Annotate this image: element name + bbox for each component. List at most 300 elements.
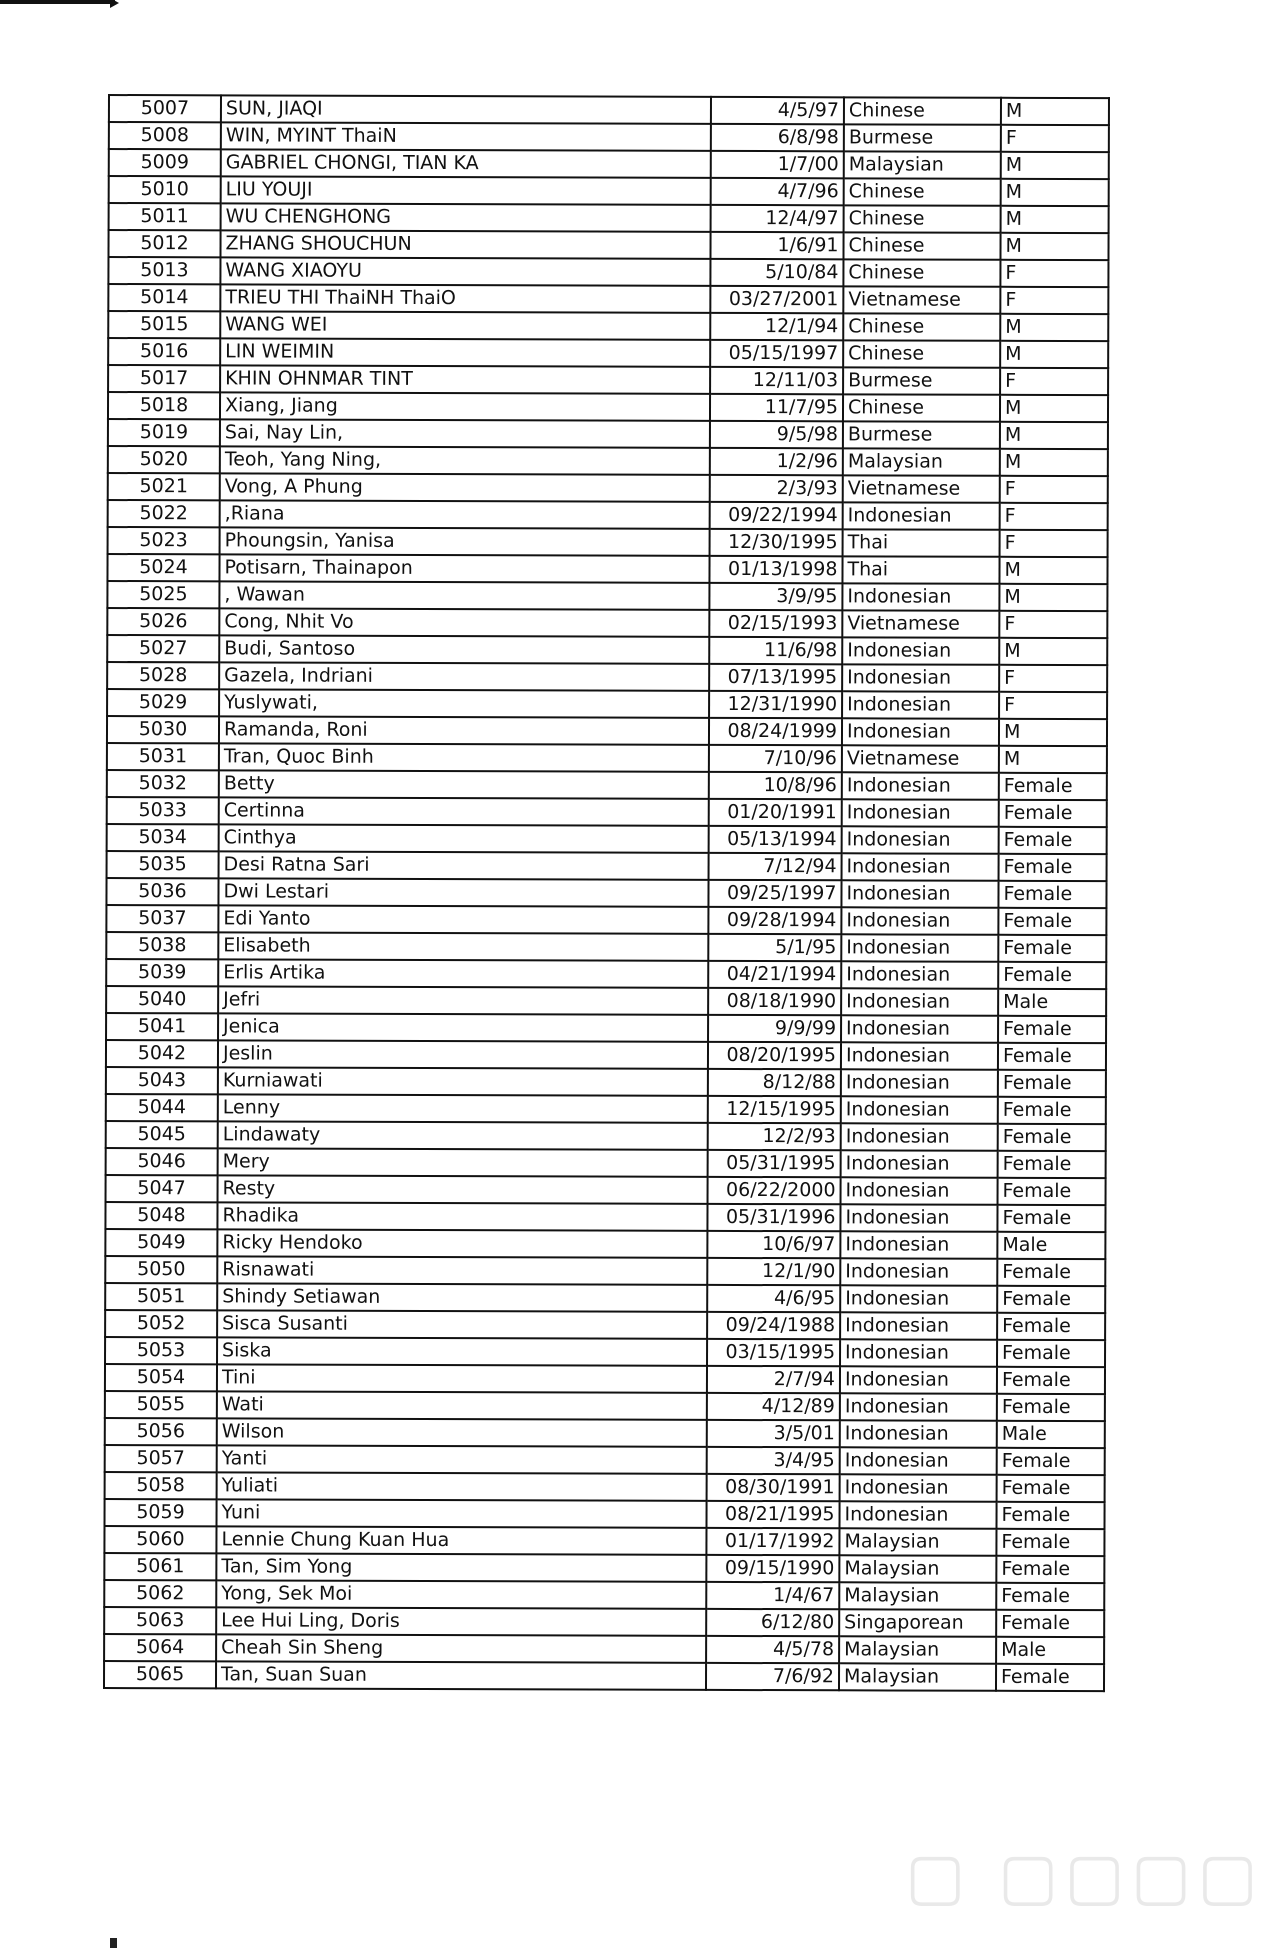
date-of-birth-cell: 2/7/94 xyxy=(707,1366,840,1393)
gender-cell: Male xyxy=(998,989,1106,1016)
table-row xyxy=(104,1634,1104,1664)
date-of-birth-cell: 3/4/95 xyxy=(707,1447,840,1474)
name-cell: Teoh, Yang Ning, xyxy=(220,446,710,475)
gender-cell: Female xyxy=(999,827,1107,854)
gender-cell: F xyxy=(1000,503,1108,530)
name-cell: Rhadika xyxy=(217,1202,707,1231)
name-cell: WANG WEI xyxy=(220,311,710,340)
gender-cell: Female xyxy=(999,800,1107,827)
name-cell: Edi Yanto xyxy=(218,905,708,934)
record-id-cell: 5040 xyxy=(106,986,218,1013)
nationality-cell: Indonesian xyxy=(840,1474,997,1501)
date-of-birth-cell: 5/1/95 xyxy=(708,934,841,961)
table-row xyxy=(106,1067,1106,1097)
table-row xyxy=(109,203,1109,233)
date-of-birth-cell: 7/6/92 xyxy=(706,1663,839,1690)
table-row xyxy=(107,824,1107,854)
name-cell: Kurniawati xyxy=(218,1067,708,1096)
record-id-cell: 5031 xyxy=(107,743,219,770)
nationality-cell: Chinese xyxy=(844,178,1001,205)
nationality-cell: Indonesian xyxy=(841,1123,998,1150)
nationality-cell: Indonesian xyxy=(842,637,999,664)
table-row xyxy=(105,1472,1105,1502)
name-cell: ZHANG SHOUCHUN xyxy=(220,230,710,259)
name-cell: ,Riana xyxy=(220,500,710,529)
name-cell: Yuliati xyxy=(217,1472,707,1501)
date-of-birth-cell: 4/5/78 xyxy=(706,1636,839,1663)
date-of-birth-cell: 11/6/98 xyxy=(709,637,842,664)
table-row xyxy=(106,1175,1106,1205)
record-id-cell: 5036 xyxy=(106,878,218,905)
table-row xyxy=(106,1013,1106,1043)
name-cell: WANG XIAOYU xyxy=(220,257,710,286)
record-id-cell: 5024 xyxy=(107,554,219,581)
record-id-cell: 5049 xyxy=(105,1229,217,1256)
record-id-cell: 5060 xyxy=(104,1526,216,1553)
date-of-birth-cell: 03/27/2001 xyxy=(710,286,843,313)
table-row xyxy=(106,959,1106,989)
nationality-cell: Indonesian xyxy=(842,799,999,826)
date-of-birth-cell: 08/20/1995 xyxy=(708,1042,841,1069)
table-row xyxy=(105,1310,1105,1340)
date-of-birth-cell: 06/22/2000 xyxy=(708,1177,841,1204)
record-id-cell: 5064 xyxy=(104,1634,216,1661)
name-cell: Jenica xyxy=(218,1013,708,1042)
nationality-cell: Burmese xyxy=(843,367,1000,394)
nationality-cell: Indonesian xyxy=(840,1339,997,1366)
name-cell: Risnawati xyxy=(217,1256,707,1285)
date-of-birth-cell: 09/25/1997 xyxy=(708,880,841,907)
date-of-birth-cell: 10/6/97 xyxy=(707,1231,840,1258)
table-row xyxy=(107,716,1107,746)
record-id-cell: 5057 xyxy=(105,1445,217,1472)
gender-cell: Female xyxy=(996,1583,1104,1610)
name-cell: Sisca Susanti xyxy=(217,1310,707,1339)
nationality-cell: Indonesian xyxy=(841,1015,998,1042)
gender-cell: Female xyxy=(997,1313,1105,1340)
nationality-cell: Indonesian xyxy=(841,988,998,1015)
gender-cell: Female xyxy=(998,1043,1106,1070)
nationality-cell: Chinese xyxy=(843,394,1000,421)
gender-cell: Female xyxy=(997,1394,1105,1421)
record-id-cell: 5011 xyxy=(109,203,221,230)
gender-cell: F xyxy=(1000,476,1108,503)
gender-cell: F xyxy=(999,665,1107,692)
table-row xyxy=(109,122,1109,152)
nationality-cell: Indonesian xyxy=(840,1447,997,1474)
nationality-cell: Malaysian xyxy=(839,1528,996,1555)
gender-cell: Female xyxy=(997,1259,1105,1286)
name-cell: TRIEU THI ThaiNH ThaiO xyxy=(220,284,710,313)
roster-table xyxy=(103,94,1110,1692)
gender-cell: M xyxy=(1000,422,1108,449)
name-cell: Lee Hui Ling, Doris xyxy=(216,1607,706,1636)
record-id-cell: 5062 xyxy=(104,1580,216,1607)
record-id-cell: 5009 xyxy=(109,149,221,176)
gender-cell: Female xyxy=(998,935,1106,962)
date-of-birth-cell: 09/15/1990 xyxy=(706,1555,839,1582)
name-cell: Tini xyxy=(217,1364,707,1393)
name-cell: Resty xyxy=(218,1175,708,1204)
name-cell: Yanti xyxy=(217,1445,707,1474)
record-id-cell: 5061 xyxy=(104,1553,216,1580)
gender-cell: Male xyxy=(997,1232,1105,1259)
nationality-cell: Malaysian xyxy=(839,1555,996,1582)
record-id-cell: 5051 xyxy=(105,1283,217,1310)
record-id-cell: 5045 xyxy=(106,1121,218,1148)
gender-cell: Female xyxy=(998,962,1106,989)
name-cell: Cinthya xyxy=(219,824,709,853)
gender-cell: M xyxy=(1000,395,1108,422)
date-of-birth-cell: 01/13/1998 xyxy=(709,556,842,583)
nationality-cell: Indonesian xyxy=(841,1150,998,1177)
date-of-birth-cell: 6/8/98 xyxy=(711,124,844,151)
table-row xyxy=(104,1526,1104,1556)
record-id-cell: 5039 xyxy=(106,959,218,986)
nationality-cell: Indonesian xyxy=(842,853,999,880)
date-of-birth-cell: 09/24/1988 xyxy=(707,1312,840,1339)
nationality-cell: Malaysian xyxy=(839,1663,996,1690)
gender-cell: Female xyxy=(998,1097,1106,1124)
table-row xyxy=(107,851,1107,881)
date-of-birth-cell: 11/7/95 xyxy=(710,394,843,421)
table-row xyxy=(106,1121,1106,1151)
name-cell: Certinna xyxy=(219,797,709,826)
record-id-cell: 5008 xyxy=(109,122,221,149)
nationality-cell: Indonesian xyxy=(840,1393,997,1420)
date-of-birth-cell: 8/12/88 xyxy=(708,1069,841,1096)
date-of-birth-cell: 3/5/01 xyxy=(707,1420,840,1447)
name-cell: Jeslin xyxy=(218,1040,708,1069)
name-cell: Elisabeth xyxy=(218,932,708,961)
nationality-cell: Singaporean xyxy=(839,1609,996,1636)
table-row xyxy=(104,1580,1104,1610)
name-cell: Siska xyxy=(217,1337,707,1366)
table-row xyxy=(108,446,1108,476)
gender-cell: Female xyxy=(997,1448,1105,1475)
date-of-birth-cell: 4/5/97 xyxy=(711,97,844,124)
name-cell: Wati xyxy=(217,1391,707,1420)
nationality-cell: Indonesian xyxy=(841,907,998,934)
table-row xyxy=(108,473,1108,503)
record-id-cell: 5027 xyxy=(107,635,219,662)
nationality-cell: Indonesian xyxy=(841,1042,998,1069)
table-row xyxy=(105,1202,1105,1232)
table-row xyxy=(107,662,1107,692)
table-row xyxy=(108,230,1108,260)
gender-cell: F xyxy=(999,611,1107,638)
table-row xyxy=(107,797,1107,827)
date-of-birth-cell: 05/31/1996 xyxy=(707,1204,840,1231)
nationality-cell: Chinese xyxy=(844,205,1001,232)
date-of-birth-cell: 1/2/96 xyxy=(710,448,843,475)
nationality-cell: Chinese xyxy=(843,259,1000,286)
name-cell: Jefri xyxy=(218,986,708,1015)
date-of-birth-cell: 2/3/93 xyxy=(710,475,843,502)
name-cell: WIN, MYINT ThaiN xyxy=(221,122,711,151)
date-of-birth-cell: 12/11/03 xyxy=(710,367,843,394)
nationality-cell: Burmese xyxy=(844,124,1001,151)
nationality-cell: Burmese xyxy=(843,421,1000,448)
record-id-cell: 5013 xyxy=(108,257,220,284)
table-row xyxy=(106,986,1106,1016)
nationality-cell: Indonesian xyxy=(840,1312,997,1339)
nationality-cell: Indonesian xyxy=(842,583,999,610)
name-cell: Cheah Sin Sheng xyxy=(216,1634,706,1663)
table-row xyxy=(108,527,1108,557)
record-id-cell: 5007 xyxy=(109,95,221,122)
name-cell: Cong, Nhit Vo xyxy=(219,608,709,637)
nationality-cell: Chinese xyxy=(843,232,1000,259)
record-id-cell: 5025 xyxy=(107,581,219,608)
record-id-cell: 5052 xyxy=(105,1310,217,1337)
name-cell: Mery xyxy=(218,1148,708,1177)
record-id-cell: 5022 xyxy=(108,500,220,527)
name-cell: Yuni xyxy=(217,1499,707,1528)
nationality-cell: Indonesian xyxy=(840,1231,997,1258)
nationality-cell: Vietnamese xyxy=(842,745,999,772)
table-row xyxy=(108,338,1108,368)
gender-cell: Female xyxy=(996,1502,1104,1529)
nationality-cell: Malaysian xyxy=(844,151,1001,178)
name-cell: Tan, Sim Yong xyxy=(216,1553,706,1582)
nationality-cell: Indonesian xyxy=(841,1069,998,1096)
name-cell: Tran, Quoc Binh xyxy=(219,743,709,772)
date-of-birth-cell: 9/9/99 xyxy=(708,1015,841,1042)
nationality-cell: Malaysian xyxy=(843,448,1000,475)
nationality-cell: Indonesian xyxy=(842,664,999,691)
gender-cell: Female xyxy=(998,1070,1106,1097)
record-id-cell: 5054 xyxy=(105,1364,217,1391)
record-id-cell: 5033 xyxy=(107,797,219,824)
table-row xyxy=(105,1256,1105,1286)
name-cell: Xiang, Jiang xyxy=(220,392,710,421)
record-id-cell: 5047 xyxy=(106,1175,218,1202)
record-id-cell: 5053 xyxy=(105,1337,217,1364)
record-id-cell: 5046 xyxy=(106,1148,218,1175)
nationality-cell: Indonesian xyxy=(842,772,999,799)
table-row xyxy=(106,905,1106,935)
date-of-birth-cell: 07/13/1995 xyxy=(709,664,842,691)
table-row xyxy=(105,1229,1105,1259)
gender-cell: Female xyxy=(996,1610,1104,1637)
record-id-cell: 5026 xyxy=(107,608,219,635)
date-of-birth-cell: 4/7/96 xyxy=(711,178,844,205)
table-row xyxy=(107,581,1107,611)
table-row xyxy=(108,365,1108,395)
name-cell: Lindawaty xyxy=(218,1121,708,1150)
record-id-cell: 5012 xyxy=(108,230,220,257)
record-id-cell: 5019 xyxy=(108,419,220,446)
date-of-birth-cell: 6/12/80 xyxy=(706,1609,839,1636)
gender-cell: Female xyxy=(996,1664,1104,1691)
table-row xyxy=(108,311,1108,341)
record-id-cell: 5055 xyxy=(105,1391,217,1418)
name-cell: Lennie Chung Kuan Hua xyxy=(216,1526,706,1555)
nationality-cell: Indonesian xyxy=(841,1096,998,1123)
nationality-cell: Indonesian xyxy=(840,1285,997,1312)
record-id-cell: 5028 xyxy=(107,662,219,689)
record-id-cell: 5063 xyxy=(104,1607,216,1634)
table-row xyxy=(107,743,1107,773)
nationality-cell: Indonesian xyxy=(840,1366,997,1393)
table-row xyxy=(106,878,1106,908)
nationality-cell: Indonesian xyxy=(840,1420,997,1447)
table-row xyxy=(107,689,1107,719)
date-of-birth-cell: 05/15/1997 xyxy=(710,340,843,367)
gender-cell: M xyxy=(1000,449,1108,476)
date-of-birth-cell: 05/13/1994 xyxy=(709,826,842,853)
table-row xyxy=(106,1148,1106,1178)
date-of-birth-cell: 12/31/1990 xyxy=(709,691,842,718)
gender-cell: M xyxy=(1000,341,1108,368)
record-id-cell: 5030 xyxy=(107,716,219,743)
gender-cell: Female xyxy=(997,1340,1105,1367)
nationality-cell: Thai xyxy=(842,556,999,583)
name-cell: Dwi Lestari xyxy=(218,878,708,907)
table-row xyxy=(109,95,1109,125)
name-cell: , Wawan xyxy=(219,581,709,610)
name-cell: Phoungsin, Yanisa xyxy=(220,527,710,556)
nationality-cell: Indonesian xyxy=(840,1204,997,1231)
gender-cell: Female xyxy=(999,854,1107,881)
table-row xyxy=(108,392,1108,422)
table-row xyxy=(105,1445,1105,1475)
name-cell: Wilson xyxy=(217,1418,707,1447)
date-of-birth-cell: 4/6/95 xyxy=(707,1285,840,1312)
table-row xyxy=(107,608,1107,638)
table-row xyxy=(106,1040,1106,1070)
date-of-birth-cell: 08/30/1991 xyxy=(707,1474,840,1501)
date-of-birth-cell: 05/31/1995 xyxy=(708,1150,841,1177)
name-cell: Lenny xyxy=(218,1094,708,1123)
record-id-cell: 5020 xyxy=(108,446,220,473)
gender-cell: M xyxy=(999,746,1107,773)
gender-cell: M xyxy=(999,719,1107,746)
roster-body xyxy=(104,95,1109,1691)
record-id-cell: 5018 xyxy=(108,392,220,419)
nationality-cell: Chinese xyxy=(844,97,1001,124)
record-id-cell: 5065 xyxy=(104,1661,216,1688)
name-cell: Vong, A Phung xyxy=(220,473,710,502)
name-cell: GABRIEL CHONGI, TIAN KA xyxy=(221,149,711,178)
gender-cell: Female xyxy=(997,1475,1105,1502)
table-row xyxy=(108,257,1108,287)
nationality-cell: Vietnamese xyxy=(842,610,999,637)
table-row xyxy=(104,1661,1104,1691)
gender-cell: Female xyxy=(998,1124,1106,1151)
name-cell: Ricky Hendoko xyxy=(217,1229,707,1258)
gender-cell: Female xyxy=(998,908,1106,935)
name-cell: Ramanda, Roni xyxy=(219,716,709,745)
gender-cell: Female xyxy=(997,1286,1105,1313)
record-id-cell: 5032 xyxy=(107,770,219,797)
record-id-cell: 5044 xyxy=(106,1094,218,1121)
record-id-cell: 5048 xyxy=(105,1202,217,1229)
gender-cell: Female xyxy=(997,1367,1105,1394)
record-id-cell: 5014 xyxy=(108,284,220,311)
record-id-cell: 5029 xyxy=(107,689,219,716)
name-cell: WU CHENGHONG xyxy=(221,203,711,232)
date-of-birth-cell: 12/2/93 xyxy=(708,1123,841,1150)
name-cell: LIU YOUJI xyxy=(221,176,711,205)
date-of-birth-cell: 08/18/1990 xyxy=(708,988,841,1015)
date-of-birth-cell: 5/10/84 xyxy=(710,259,843,286)
date-of-birth-cell: 3/9/95 xyxy=(709,583,842,610)
name-cell: LIN WEIMIN xyxy=(220,338,710,367)
record-id-cell: 5015 xyxy=(108,311,220,338)
record-id-cell: 5035 xyxy=(107,851,219,878)
gender-cell: F xyxy=(1000,368,1108,395)
record-id-cell: 5041 xyxy=(106,1013,218,1040)
name-cell: Potisarn, Thainapon xyxy=(219,554,709,583)
table-row xyxy=(108,284,1108,314)
nationality-cell: Indonesian xyxy=(839,1501,996,1528)
nationality-cell: Indonesian xyxy=(842,718,999,745)
table-row xyxy=(104,1553,1104,1583)
name-cell: SUN, JIAQI xyxy=(221,95,711,124)
name-cell: Sai, Nay Lin, xyxy=(220,419,710,448)
record-id-cell: 5043 xyxy=(106,1067,218,1094)
date-of-birth-cell: 08/24/1999 xyxy=(709,718,842,745)
gender-cell: M xyxy=(1000,233,1108,260)
table-row xyxy=(105,1499,1105,1529)
name-cell: Tan, Suan Suan xyxy=(216,1661,706,1690)
date-of-birth-cell: 09/22/1994 xyxy=(710,502,843,529)
date-of-birth-cell: 04/21/1994 xyxy=(708,961,841,988)
name-cell: Desi Ratna Sari xyxy=(219,851,709,880)
date-of-birth-cell: 08/21/1995 xyxy=(706,1501,839,1528)
record-id-cell: 5059 xyxy=(105,1499,217,1526)
gender-cell: M xyxy=(1001,179,1109,206)
nationality-cell: Vietnamese xyxy=(843,475,1000,502)
nationality-cell: Malaysian xyxy=(839,1636,996,1663)
name-cell: Gazela, Indriani xyxy=(219,662,709,691)
date-of-birth-cell: 01/20/1991 xyxy=(709,799,842,826)
gender-cell: F xyxy=(1000,260,1108,287)
gender-cell: M xyxy=(1001,152,1109,179)
table-row xyxy=(109,176,1109,206)
gender-cell: Female xyxy=(996,1556,1104,1583)
scan-bottom-mark xyxy=(110,1938,117,1948)
nationality-cell: Chinese xyxy=(843,313,1000,340)
date-of-birth-cell: 7/10/96 xyxy=(709,745,842,772)
date-of-birth-cell: 12/15/1995 xyxy=(708,1096,841,1123)
gender-cell: F xyxy=(1000,530,1108,557)
date-of-birth-cell: 01/17/1992 xyxy=(706,1528,839,1555)
table-row xyxy=(107,635,1107,665)
record-id-cell: 5042 xyxy=(106,1040,218,1067)
nationality-cell: Malaysian xyxy=(839,1582,996,1609)
record-id-cell: 5034 xyxy=(107,824,219,851)
table-row xyxy=(108,500,1108,530)
record-id-cell: 5056 xyxy=(105,1418,217,1445)
name-cell: Yuslywati, xyxy=(219,689,709,718)
nationality-cell: Indonesian xyxy=(841,934,998,961)
date-of-birth-cell: 02/15/1993 xyxy=(709,610,842,637)
nationality-cell: Indonesian xyxy=(843,502,1000,529)
date-of-birth-cell: 12/1/94 xyxy=(710,313,843,340)
table-row xyxy=(105,1283,1105,1313)
scan-corner-mark xyxy=(0,0,115,4)
gender-cell: M xyxy=(999,557,1107,584)
nationality-cell: Vietnamese xyxy=(843,286,1000,313)
gender-cell: Male xyxy=(996,1637,1104,1664)
nationality-cell: Indonesian xyxy=(842,691,999,718)
name-cell: Budi, Santoso xyxy=(219,635,709,664)
date-of-birth-cell: 1/7/00 xyxy=(711,151,844,178)
table-row xyxy=(107,770,1107,800)
